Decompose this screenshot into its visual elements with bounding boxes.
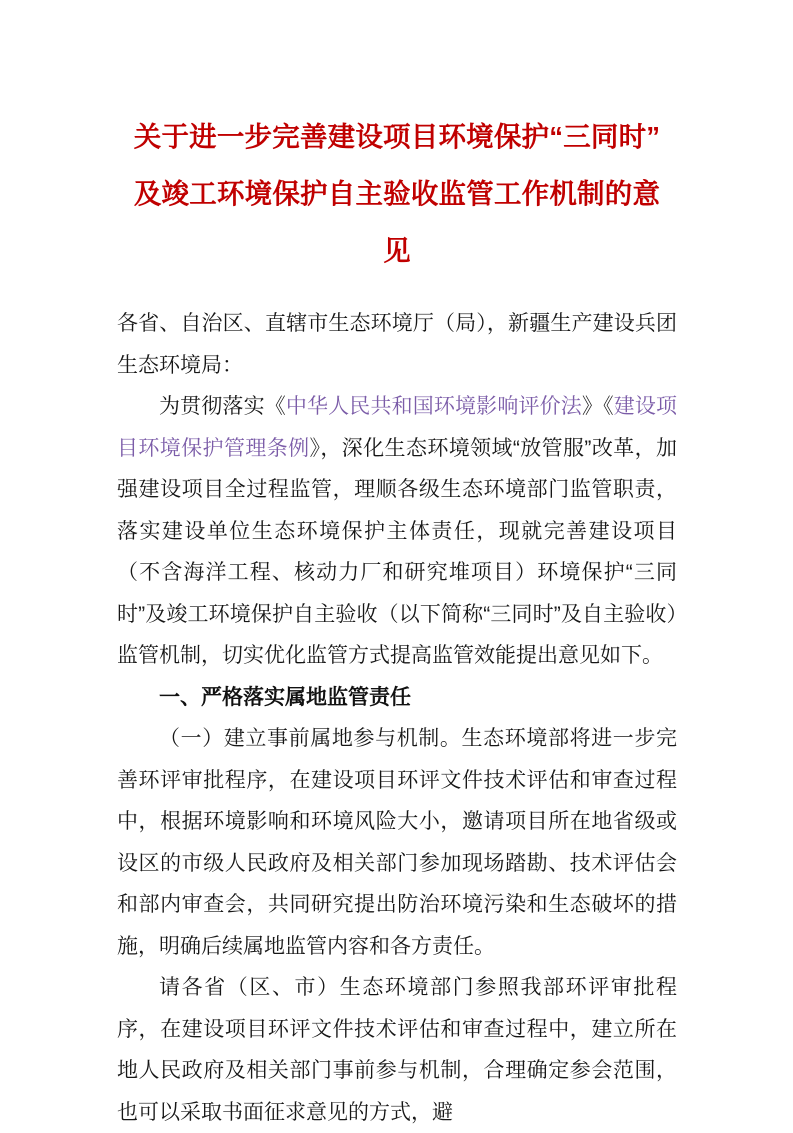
section-heading-1: 一、严格落实属地监管责任 [159,685,411,709]
page-title-line-1: 关于进一步完善建设项目环境保护“三同时” [133,121,661,152]
document-body [117,303,677,1133]
subsection-paragraph-1: （一）建立事前属地参与机制。生态环境部将进一步完善环评审批程序，在建设项目环评文件技术评估和审查过程中，根据环境影响和环境风险大小，邀请项目所在地省级或设区的市级人民政府及相关部门参加现场踏勘、技术评估会和部内审查会，共同研究提出防治环境污染和生态破坏的措施，明确后续属地监管内容和各方责任。 [117,727,677,958]
page-title [117,0,677,279]
salutation-paragraph: 各省、自治区、直辖市生态环境厅（局），新疆生产建设兵团生态环境局： [117,312,677,377]
intro-part-3: 》，深化生态环境领域“放管服”改革，加强建设项目全过程监管，理顺各级生态环境部门监管职责，落实建设单位生态环境保护主体责任，现就完善建设项目（不含海洋工程、核动力厂和研究堆项目）环境保护“三同时”及竣工环境保护自主验收（以下简称“三同时”及自主验收）监管机制，切实优化监管方式提高监管效能提出意见如下。 [117,436,677,667]
page-title-line-3: 见 [383,235,411,266]
intro-part-2: 》《 [581,395,614,418]
document-content [117,0,677,1133]
page-title-line-2: 及竣工环境保护自主验收监管工作机制的意 [133,178,661,209]
law-link-eia-law[interactable]: 中华人民共和国环境影响评价法 [285,395,582,418]
intro-paragraph [117,386,677,677]
intro-part-1: 为贯彻落实《 [159,395,286,418]
subsection-paragraph-2: 请各省（区、市）生态环境部门参照我部环评审批程序，在建设项目环评文件技术评估和审查过程中，建立所在地人民政府及相关部门事前参与机制，合理确定参会范围，也可以采取书面征求意见的方式，避 [117,976,677,1124]
law-link-construction-regulation[interactable]: 建设项目环境保护管理条例 [117,395,678,460]
